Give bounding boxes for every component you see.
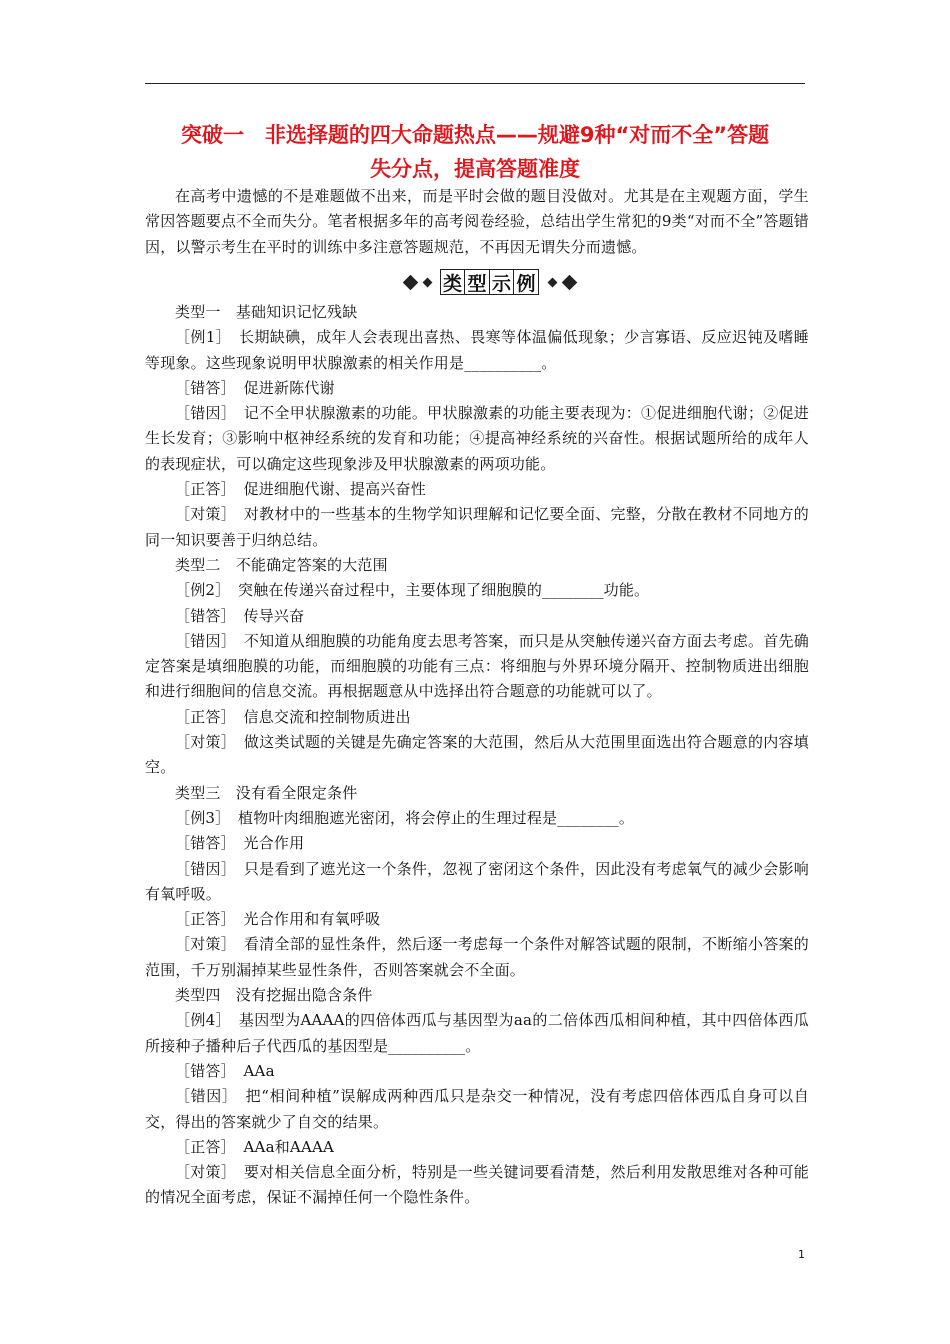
header-rule — [145, 83, 805, 84]
error-cause: ［错因］ 不知道从细胞膜的功能角度去思考答案，而只是从突触传递兴奋方面去考虑。首先确定答案是填细胞膜的功能，而细胞膜的功能有三点：将细胞与外界环境分隔开、控制物质进出细胞和进行细胞间的信息交流。再根据题意从中选择出符合题意的功能就可以了。 — [145, 631, 809, 701]
diamond-icon — [562, 274, 578, 290]
wrong-answer: ［错答］ AAa — [175, 1061, 275, 1080]
banner-char: 例 — [513, 269, 539, 295]
intro-paragraph: 在高考中遗憾的不是难题做不出来，而是平时会做的题目没做对。尤其是在主观题方面，学生常因答题要点不全而失分。笔者根据多年的高考阅卷经验，总结出学生常犯的9类“对而不全”答题错因，以警示考生在平时的训练中多注意答题规范，不再因无谓失分而遗憾。 — [145, 187, 809, 256]
banner-char: 型 — [464, 269, 490, 295]
type-heading: 类型四 没有挖掘出隐含条件 — [175, 986, 373, 1005]
type-heading: 类型三 没有看全限定条件 — [175, 783, 358, 802]
intro-section — [145, 184, 809, 260]
title-line-2: 失分点，提高答题准度 — [370, 157, 580, 181]
banner-char: 示 — [489, 269, 515, 295]
correct-answer: ［正答］ AAa和AAAA — [175, 1137, 335, 1156]
wrong-answer: ［错答］ 光合作用 — [175, 834, 305, 853]
type-heading: 类型一 基础知识记忆残缺 — [175, 303, 358, 321]
page-number: 1 — [798, 1248, 805, 1261]
type-heading: 类型二 不能确定答案的大范围 — [175, 555, 388, 574]
small-diamond-icon — [423, 277, 433, 287]
error-cause: ［错因］ 把“相间种植”误解成两种西瓜只是杂交一种情况，没有考虑四倍体西瓜自身可以自交，得出的答案就少了自交的结果。 — [145, 1087, 809, 1131]
strategy: ［对策］ 看清全部的显性条件，然后逐一考虑每一个条件对解答试题的限制，不断缩小答案的范围，千万别漏掉某些显性条件，否则答案就会不全面。 — [145, 935, 809, 979]
strategy: ［对策］ 做这类试题的关键是先确定答案的大范围，然后从大范围里面选出符合题意的内容填空。 — [145, 733, 809, 777]
error-cause: ［错因］ 记不全甲状腺激素的功能。甲状腺激素的功能主要表现为：①促进细胞代谢；②促进生长发育；③影响中枢神经系统的发育和功能；④提高神经系统的兴奋性。根据试题所给的成年人的表现症状，可以确定这些现象涉及甲状腺激素的两项功能。 — [145, 404, 809, 473]
error-cause: ［错因］ 只是看到了遮光这一个条件，忽视了密闭这个条件，因此没有考虑氧气的减少会影响有氧呼吸。 — [145, 859, 809, 903]
diamond-icon — [403, 274, 419, 290]
wrong-answer: ［错答］ 传导兴奋 — [175, 606, 305, 625]
example-question: ［例3］ 植物叶肉细胞遮光密闭，将会停止的生理过程是________。 — [175, 808, 635, 827]
example-question: ［例4］ 基因型为AAAA的四倍体西瓜与基因型为aa的二倍体西瓜相间种植，其中四倍体西瓜所接种子播种后子代西瓜的基因型是__________。 — [145, 1011, 809, 1055]
section-banner — [385, 265, 595, 299]
example-question: ［例2］ 突触在传递兴奋过程中，主要体现了细胞膜的________功能。 — [175, 581, 650, 600]
correct-answer: ［正答］ 光合作用和有氧呼吸 — [175, 910, 381, 929]
strategy: ［对策］ 对教材中的一些基本的生物学知识理解和记忆要全面、完整，分散在教材不同地方的同一知识要善于归纳总结。 — [145, 505, 809, 549]
banner-boxes — [441, 269, 539, 295]
correct-answer: ［正答］ 信息交流和控制物质进出 — [175, 707, 411, 726]
wrong-answer: ［错答］ 促进新陈代谢 — [175, 378, 335, 397]
example-question: ［例1］ 长期缺碘，成年人会表现出喜热、畏寒等体温偏低现象；少言寡语、反应迟钝及嗜睡等现象。这些现象说明甲状腺激素的相关作用是__________。 — [145, 328, 809, 372]
title-line-1: 突破一 非选择题的四大命题热点——规避9种“对而不全”答题 — [180, 123, 770, 147]
examples-content — [145, 300, 809, 1211]
small-diamond-icon — [548, 277, 558, 287]
strategy: ［对策］ 要对相关信息全面分析，特别是一些关键词要看清楚，然后利用发散思维对各种可能的情况全面考虑，保证不漏掉任何一个隐性条件。 — [145, 1163, 809, 1207]
correct-answer: ［正答］ 促进细胞代谢、提高兴奋性 — [175, 480, 426, 499]
banner-char: 类 — [440, 269, 466, 295]
